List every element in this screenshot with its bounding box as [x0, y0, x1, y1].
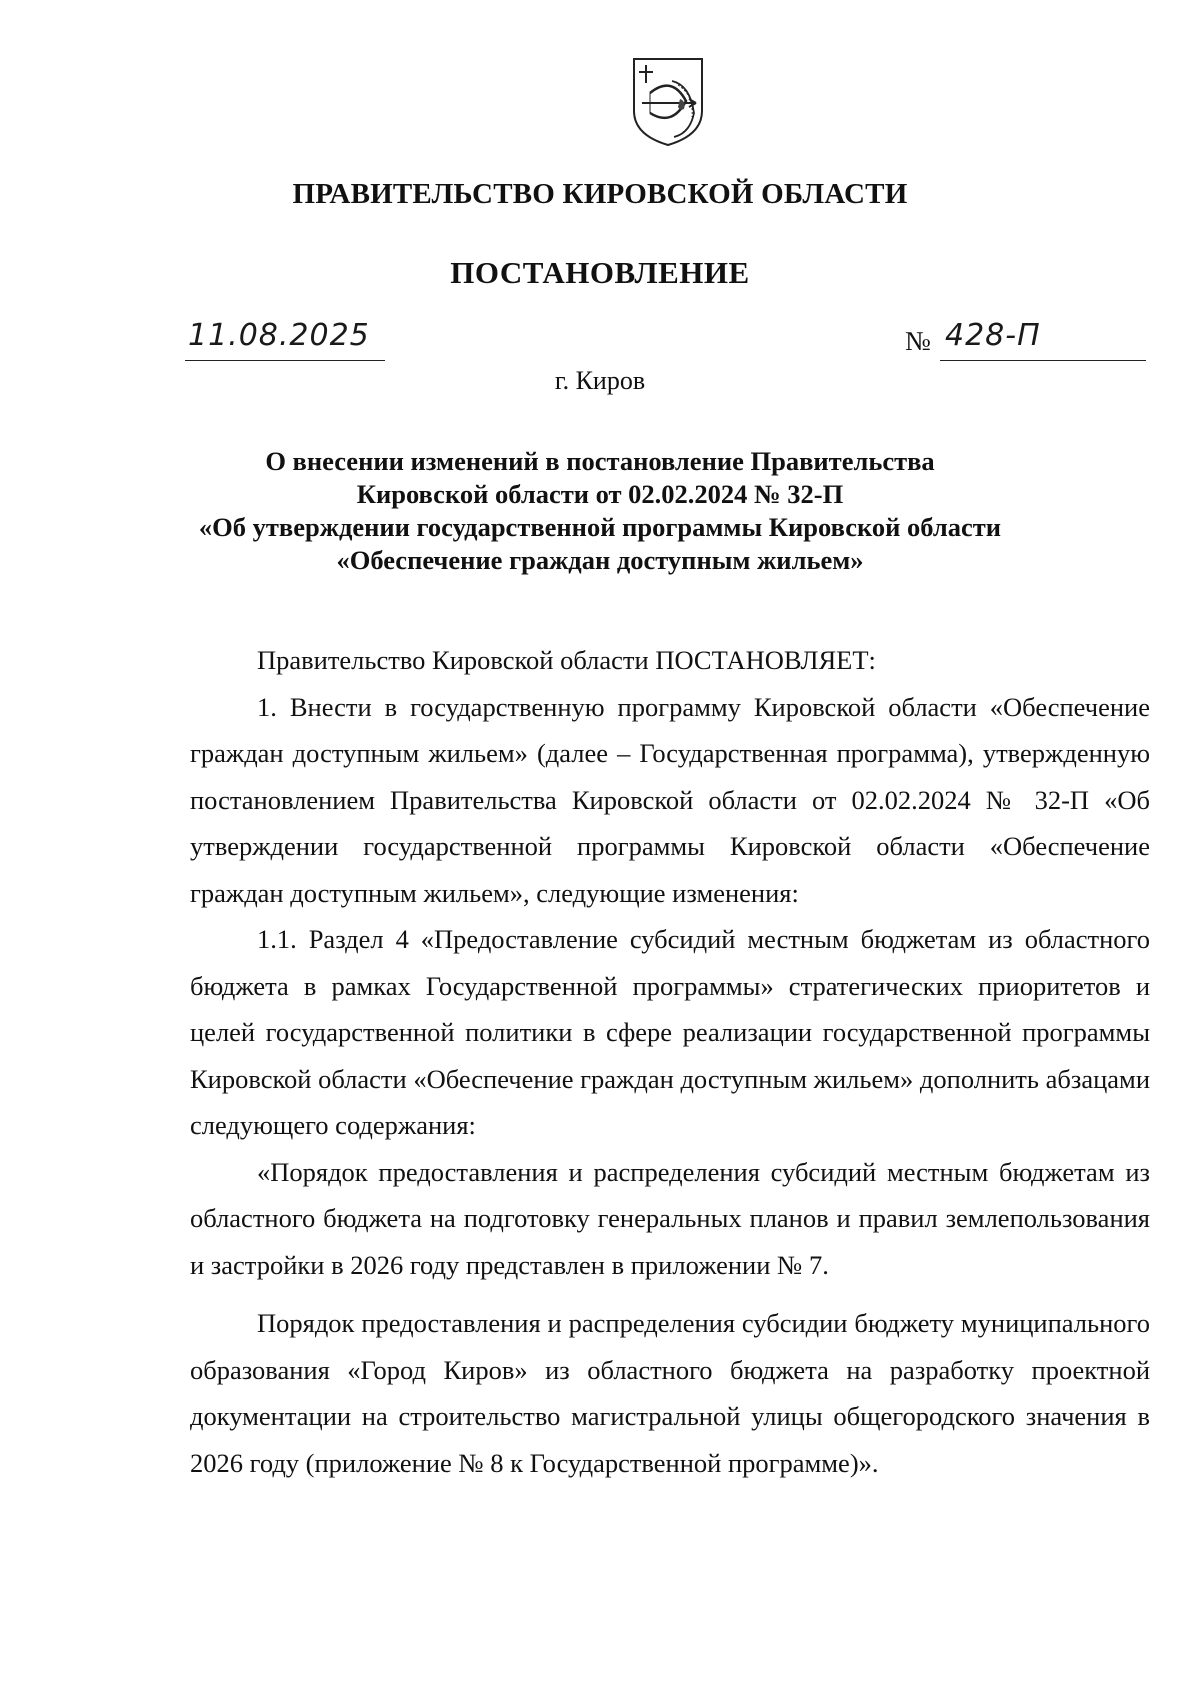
document-type: ПОСТАНОВЛЕНИЕ: [450, 255, 750, 290]
kirov-coat-of-arms-icon: [628, 55, 708, 149]
document-title: [0, 445, 1200, 577]
title-line: О внесении изменений в постановление Правительства: [265, 446, 935, 476]
title-line: «Обеспечение граждан доступным жильем»: [336, 545, 864, 575]
paragraph-preamble: Правительство Кировской области ПОСТАНОВЛЯЕТ:: [257, 645, 876, 675]
city-name: г. Киров: [554, 366, 646, 395]
title-line: «Об утверждении государственной программы Кировской области: [198, 512, 1002, 542]
paragraph-quote-2: Порядок предоставления и распределения субсидии бюджету муниципального образования «Город Киров» из областного бюджета на разработку проектной документации на строительство магистральной улицы общегородского значения в 2026 году (приложение № 8 к Государственной программе)».: [190, 1308, 1150, 1478]
title-line: Кировской области от 02.02.2024 № 32-П: [356, 479, 844, 509]
number-sign: №: [905, 326, 931, 356]
paragraph-item-1-1: 1.1. Раздел 4 «Предоставление субсидий местным бюджетам из областного бюджета в рамках Государственной программы» стратегических приоритетов и целей государственной политики в сфере реализации государственной программы Кировской области «Обеспечение граждан доступным жильем» дополнить абзацами следующего содержания:: [190, 924, 1150, 1140]
document-number: 428-П: [945, 318, 1041, 353]
paragraph-item-1: 1. Внести в государственную программу Кировской области «Обеспечение граждан доступным жильем» (далее – Государственная программа), утвержденную постановлением Правительства Кировской области от 02.02.2024 № 32-П «Об утверждении государственной программы Кировской области «Обеспечение граждан доступным жильем», следующие изменения:: [190, 691, 1150, 908]
paragraph-quote-1: «Порядок предоставления и распределения субсидий местным бюджетам из областного бюджета на подготовку генеральных планов и правил землепользования и застройки в 2026 году представлен в приложении № 7.: [190, 1156, 1150, 1280]
document-body: [190, 637, 1150, 1486]
organization-name: ПРАВИТЕЛЬСТВО КИРОВСКОЙ ОБЛАСТИ: [292, 178, 908, 210]
document-date: 11.08.2025: [188, 318, 370, 353]
